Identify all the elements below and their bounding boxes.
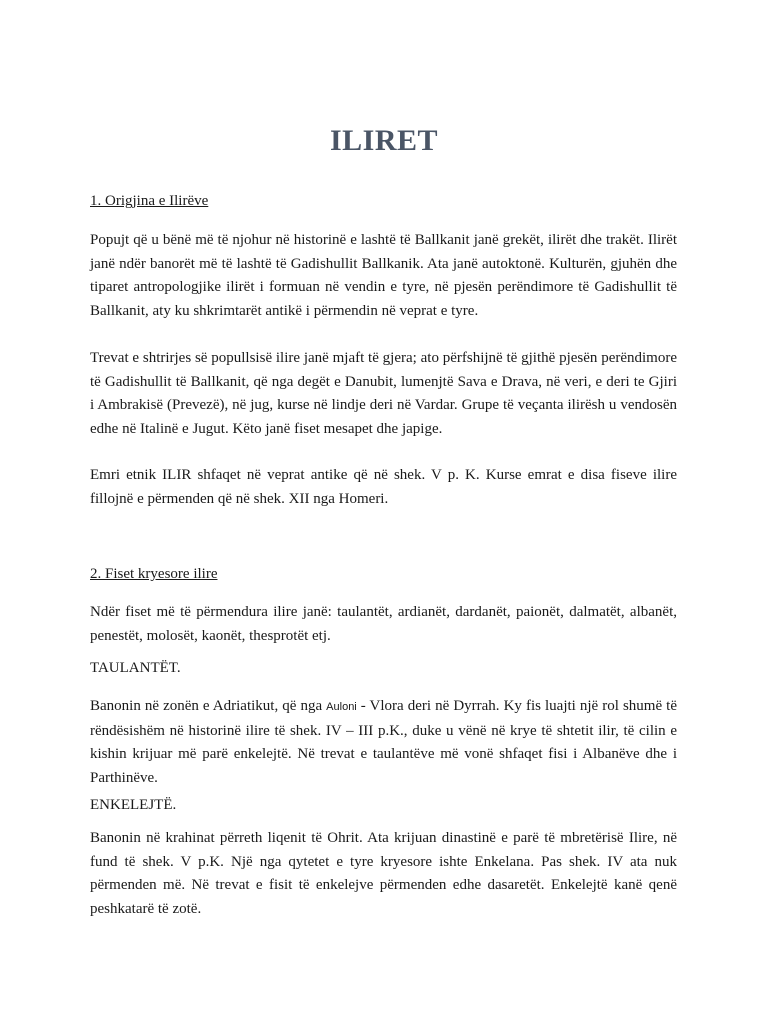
place-auloni: Auloni: [326, 701, 357, 713]
paragraph-origin-1: Popujt që u bënë më të njohur në historinë e lashtë të Ballkanit janë grekët, ilirët dhe trakët. Ilirët janë ndër banorët më të lashtë të Gadishullit Ballkanik. Ata janë autoktonë. Kulturën, gjuhën dhe tiparet antropologjike ilirët i formuan në vendin e tyre, në pjesën perëndimore të Gadishullit të Ballkanit, aty ku shkrimtarët antikë i përmendin në veprat e tyre.: [90, 232, 677, 319]
taulantet-text-start: Banonin në zonën e Adriatikut, që nga: [90, 698, 327, 714]
taulantet-text-end: - Vlora deri në Dyrrah. Ky fis luajti një rol shumë të rëndësishëm në historinë ilire të shek. IV – III p.K., duke u vënë në krye të shtetit ilir, të cilin e kishin krijuar më parë enkelejtë. Në trevat e taulantëve më vonë shfaqet fisi i Albanëve dhe i Parthinëve.: [90, 698, 677, 786]
paragraph-origin-3: Emri etnik ILIR shfaqet në veprat antike që në shek. V p. K. Kurse emrat e disa fiseve ilire fillojnë e përmenden që në shek. XII nga Homeri.: [90, 467, 677, 507]
label-enkelejte: ENKELEJTË.: [90, 797, 177, 813]
label-taulantet: TAULANTËT.: [90, 660, 181, 676]
document-title: ILIRET: [329, 124, 439, 157]
paragraph-enkelejte: Banonin në krahinat përreth liqenit të Ohrit. Ata krijuan dinastinë e parë të mbretërisë Ilire, në fund të shek. V p.K. Një nga qytetet e tyre kryesore ishte Enkelana. Pas shek. IV ata nuk përmenden më. Në trevat e fisit të enkelejve përmenden edhe dasaretët. Enkelejtë kanë qenë peshkatarë të zotë.: [90, 830, 677, 917]
paragraph-taulantet: [90, 695, 677, 790]
section-heading-origin: 1. Origjina e Ilirëve: [90, 193, 209, 209]
paragraph-tribes-list: Ndër fiset më të përmendura ilire janë: taulantët, ardianët, dardanët, paionët, dalmatët, albanët, penestët, molosët, kaonët, thesprotët etj.: [90, 604, 677, 644]
paragraph-origin-2: Trevat e shtrirjes së popullsisë ilire janë mjaft të gjera; ato përfshijnë të gjithë pjesën perëndimore të Gadishullit të Ballkanit, që nga degët e Danubit, lumenjtë Sava e Drava, në veri, e deri te Gjiri i Ambrakisë (Prevezë), në jug, kurse në lindje deri në Vardar. Grupe të veçanta ilirësh u vendosën edhe në Italinë e Jugut. Këto janë fiset mesapet dhe japige.: [90, 350, 677, 437]
section-heading-tribes: 2. Fiset kryesore ilire: [90, 566, 218, 582]
